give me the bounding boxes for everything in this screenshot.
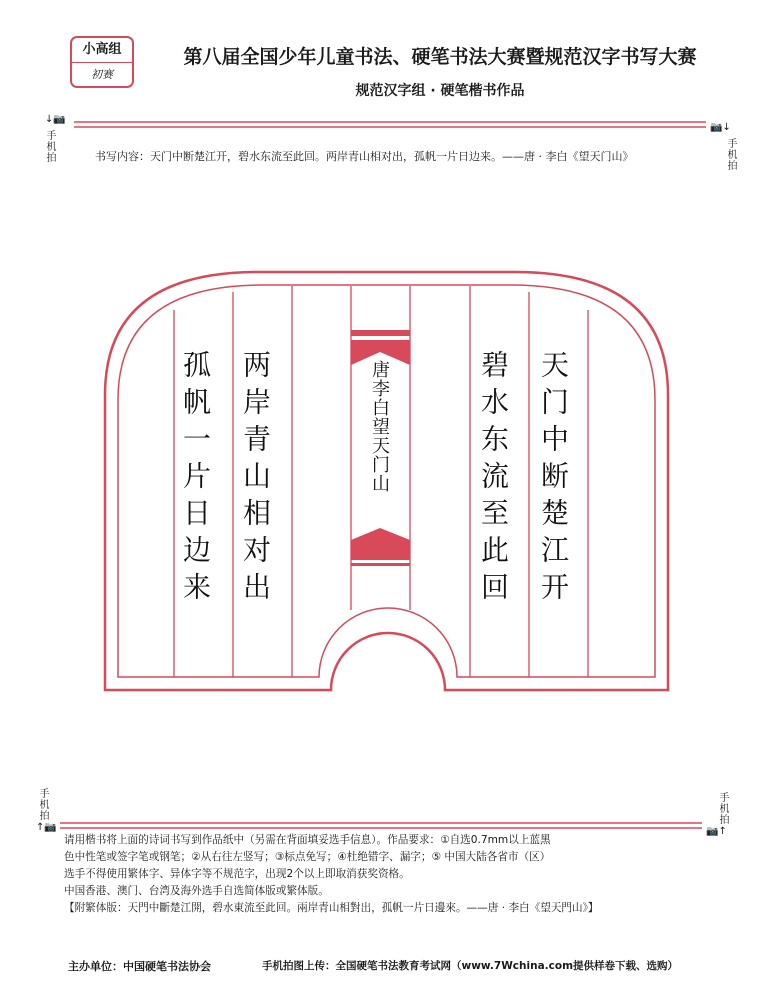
page-subtitle: 规范汉字组 · 硬笔楷书作品 bbox=[355, 83, 525, 99]
poem-column-2: 碧水东流至此回 bbox=[477, 350, 510, 609]
organizer-text: 主办单位：中国硬笔书法协会 bbox=[68, 960, 211, 973]
camera-icon: 📷 bbox=[706, 826, 719, 837]
instructions-block bbox=[64, 832, 714, 917]
poem-author-column: 唐李白望天门山 bbox=[369, 360, 390, 493]
arrow-down-icon: ↓ bbox=[45, 114, 54, 125]
instruction-line: 中国香港、澳门、台湾及海外选手自选简体版或繁体版。 bbox=[64, 885, 329, 897]
upload-text: 手机拍图上传：全国硬笔书法教育考试网（www.7Wchina.com提供样卷下载、选购） bbox=[262, 960, 679, 972]
content-line: 书写内容：天门中断楚江开，碧水东流至此回。两岸青山相对出，孤帆一片日边来。——唐 · 李白《望天门山》 bbox=[95, 150, 634, 163]
instruction-line: 选手不得使用繁体字、异体字等不规范字，出现2个以上即取消获奖资格。 bbox=[64, 868, 410, 880]
instruction-line: 色中性笔或签字笔或钢笔；②从右往左竖写；③标点免写；④杜绝错字、漏字；⑤ 中国大陆各省市（区） bbox=[64, 851, 551, 863]
poem-column-4: 孤帆一片日边来 bbox=[179, 350, 212, 609]
photo-marker-bottom-right: 手机拍 bbox=[717, 792, 728, 825]
poem-column-1: 天门中断楚江开 bbox=[537, 350, 570, 609]
photo-marker-top-right: 手机拍 bbox=[725, 138, 736, 171]
page-title: 第八届全国少年儿童书法、硬笔书法大赛暨规范汉字书写大赛 bbox=[183, 46, 697, 68]
poem-column-3: 两岸青山相对出 bbox=[239, 350, 272, 609]
photo-marker-top-left: 手机拍 bbox=[44, 130, 55, 163]
badge-round-label: 初赛 bbox=[91, 68, 113, 81]
arrow-down-icon: ↓ bbox=[722, 122, 731, 133]
camera-icon: 📷 bbox=[710, 122, 723, 133]
instruction-line: 【附繁体版：天門中斷楚江開，碧水東流至此回。兩岸青山相對出，孤帆一片日邊來。——唐 · 李白《望天門山》】 bbox=[64, 902, 599, 914]
photo-marker-bottom-left: 手机拍 bbox=[37, 788, 48, 821]
instruction-line: 请用楷书将上面的诗词书写到作品纸中（另需在背面填妥选手信息）。作品要求：①自选0.7mm以上蓝黑 bbox=[64, 834, 551, 846]
camera-icon: 📷 bbox=[53, 114, 66, 125]
arrow-up-icon: ↑ bbox=[718, 826, 727, 837]
badge-level-label: 小高组 bbox=[72, 38, 132, 63]
camera-icon: 📷 bbox=[44, 822, 57, 833]
arrow-up-icon: ↑ bbox=[36, 822, 45, 833]
